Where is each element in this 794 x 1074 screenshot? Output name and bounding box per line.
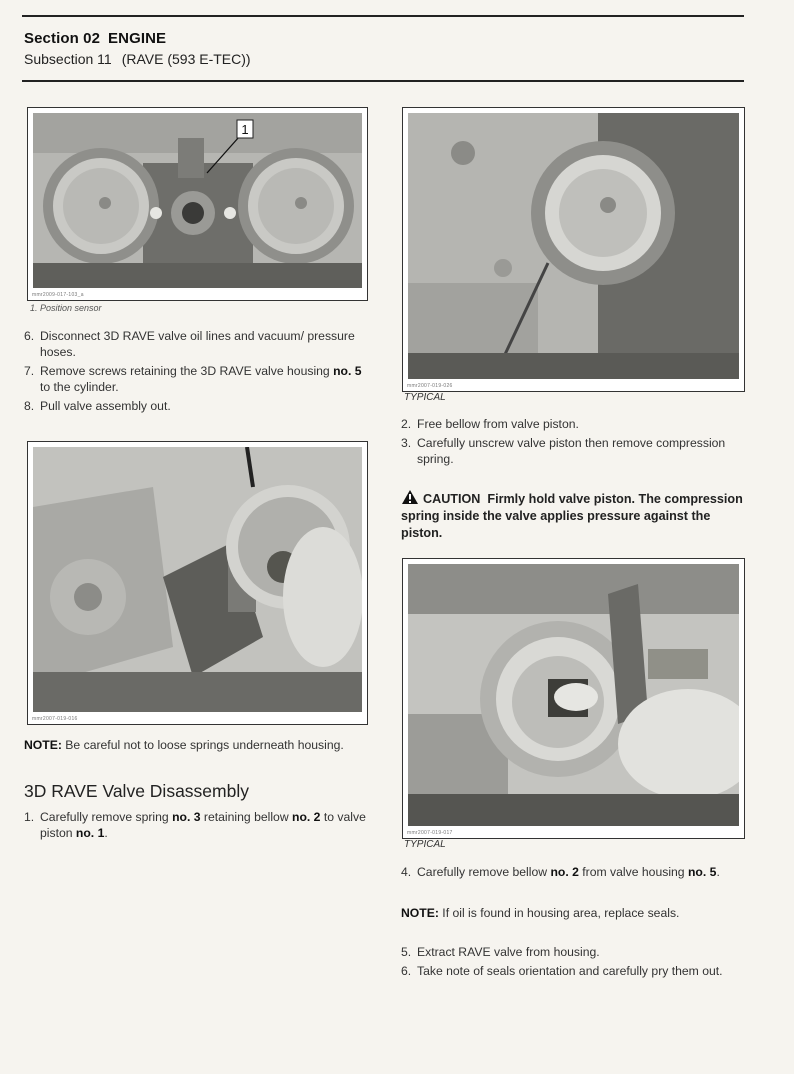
note-oil: NOTE: If oil is found in housing area, replace seals. (401, 906, 680, 920)
figure-valve-bellow (402, 107, 745, 392)
list-item: 6. Take note of seals orientation and carefully pry them out. (401, 964, 723, 978)
figure-caption: TYPICAL (404, 839, 446, 850)
header-rule-top (22, 15, 744, 17)
note-springs: NOTE: Be careful not to loose springs underneath housing. (24, 738, 344, 752)
warning-triangle-icon (401, 489, 419, 505)
subsection-heading: Subsection 11 (RAVE (593 E-TEC)) (24, 51, 251, 67)
steps-list-a (24, 328, 367, 414)
steps-list-b (24, 809, 368, 841)
steps-list-d (401, 864, 745, 880)
list-item: 2. Free bellow from valve piston. (401, 417, 579, 431)
figure-code: mmr2007-019-026 (407, 383, 453, 389)
list-item: 5. Extract RAVE valve from housing. (401, 945, 600, 959)
figure-code: mmr2007-019-016 (32, 716, 78, 722)
list-item: 3. Carefully unscrew valve piston then remove compression spring. (401, 436, 726, 466)
figure-code: mmr2009-017-103_a (32, 292, 84, 298)
list-item: 4. Carefully remove bellow no. 2 from valve housing no. 5. (401, 865, 720, 879)
section-heading: Section 02 ENGINE (24, 30, 167, 47)
figure-caption: 1. Position sensor (30, 303, 102, 313)
engine-photo-1 (33, 113, 362, 288)
section-title: 3D RAVE Valve Disassembly (24, 781, 249, 801)
callout-1: 1 (241, 122, 249, 137)
figure-position-sensor (27, 107, 368, 301)
figure-valve-piston (402, 558, 745, 839)
engine-photo-3 (408, 113, 739, 379)
figure-valve-assembly (27, 441, 368, 725)
list-item: 8. Pull valve assembly out. (24, 399, 171, 413)
engine-photo-4 (408, 564, 739, 826)
figure-code: mmr2007-019-017 (407, 830, 453, 836)
steps-list-e (401, 944, 745, 979)
caution-block: CAUTION Firmly hold valve piston. The compression spring inside the valve applies pressure against the piston. (401, 489, 745, 542)
steps-list-c (401, 416, 745, 467)
list-item: 1. Carefully remove spring no. 3 retaining bellow no. 2 to valve piston no. 1. (24, 810, 366, 840)
engine-photo-2 (33, 447, 362, 712)
header-rule-bottom (22, 80, 744, 82)
list-item: 6. Disconnect 3D RAVE valve oil lines and vacuum/ pressure hoses. (24, 329, 355, 359)
list-item: 7. Remove screws retaining the 3D RAVE valve housing no. 5 to the cylinder. (24, 364, 362, 394)
figure-caption: TYPICAL (404, 392, 446, 403)
